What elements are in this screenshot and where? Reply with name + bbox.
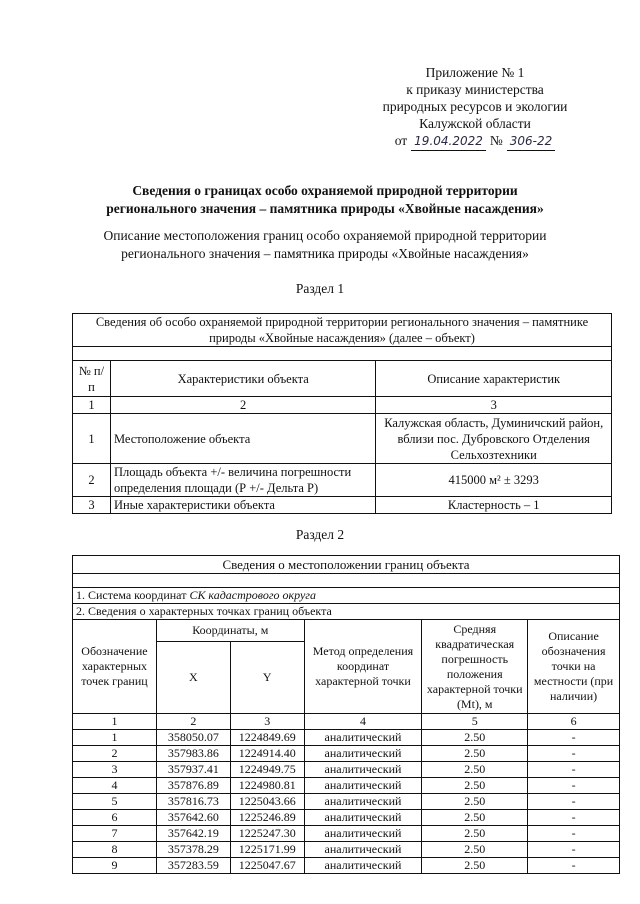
handwritten-number: 306-22 xyxy=(507,133,556,151)
point-method: аналитический xyxy=(304,730,422,746)
point-number: 2 xyxy=(73,746,157,762)
title-line-2: регионального значения – памятника природы «Хвойные насаждения» xyxy=(106,201,544,216)
point-method: аналитический xyxy=(304,826,422,842)
row-num: 2 xyxy=(73,464,111,497)
point-method: аналитический xyxy=(304,778,422,794)
row-description: Калужская область, Думиничский район, вблизи пос. Дубровского Отделения Сельхозтехники xyxy=(376,414,612,464)
row-description: Кластерность – 1 xyxy=(376,497,612,514)
point-error: 2.50 xyxy=(422,858,528,874)
point-error: 2.50 xyxy=(422,810,528,826)
table-row xyxy=(73,730,620,746)
row-characteristic: Иные характеристики объекта xyxy=(110,497,375,514)
row-description: 415000 м² ± 3293 xyxy=(376,464,612,497)
order-date-number xyxy=(370,132,580,151)
col-index-2: 2 xyxy=(156,714,230,730)
col-header-y: Y xyxy=(230,642,304,714)
point-method: аналитический xyxy=(304,842,422,858)
object-info-table xyxy=(72,313,612,514)
appendix-line-4: Калужской области xyxy=(419,116,531,131)
col-index-1: 1 xyxy=(73,714,157,730)
point-mark: - xyxy=(528,858,620,874)
table-row xyxy=(73,810,620,826)
point-number: 8 xyxy=(73,842,157,858)
date-prefix: от xyxy=(394,133,408,148)
col-header-point: Обозначение характерных точек границ xyxy=(73,620,157,714)
point-number: 6 xyxy=(73,810,157,826)
point-x: 357642.19 xyxy=(156,826,230,842)
point-x: 357642.60 xyxy=(156,810,230,826)
coord-system-value: СК кадастрового округа xyxy=(189,588,316,602)
col-index-5: 5 xyxy=(422,714,528,730)
point-y: 1225043.66 xyxy=(230,794,304,810)
point-error: 2.50 xyxy=(422,778,528,794)
point-number: 7 xyxy=(73,826,157,842)
point-x: 357937.41 xyxy=(156,762,230,778)
document-subtitle xyxy=(90,227,560,263)
point-error: 2.50 xyxy=(422,826,528,842)
point-number: 3 xyxy=(73,762,157,778)
row-num: 3 xyxy=(73,497,111,514)
point-mark: - xyxy=(528,826,620,842)
appendix-line-3: природных ресурсов и экологии xyxy=(382,99,568,114)
point-error: 2.50 xyxy=(422,730,528,746)
point-y: 1224980.81 xyxy=(230,778,304,794)
col-header-num: № п/п xyxy=(73,361,111,397)
point-x: 357876.89 xyxy=(156,778,230,794)
table-row xyxy=(73,842,620,858)
point-method: аналитический xyxy=(304,794,422,810)
table-row xyxy=(73,762,620,778)
point-y: 1225171.99 xyxy=(230,842,304,858)
col-header-description: Описание характеристик xyxy=(376,361,612,397)
point-x: 357378.29 xyxy=(156,842,230,858)
table-row xyxy=(73,414,612,464)
point-x: 358050.07 xyxy=(156,730,230,746)
title-line-1: Сведения о границах особо охраняемой природной территории xyxy=(132,183,518,198)
point-number: 9 xyxy=(73,858,157,874)
number-prefix: № xyxy=(489,133,503,148)
point-error: 2.50 xyxy=(422,762,528,778)
table-row xyxy=(73,497,612,514)
point-mark: - xyxy=(528,842,620,858)
point-error: 2.50 xyxy=(422,794,528,810)
point-method: аналитический xyxy=(304,762,422,778)
row-num: 1 xyxy=(73,414,111,464)
point-method: аналитический xyxy=(304,858,422,874)
point-y: 1224914.40 xyxy=(230,746,304,762)
col-index-3: 3 xyxy=(376,397,612,414)
col-index-2: 2 xyxy=(110,397,375,414)
point-method: аналитический xyxy=(304,746,422,762)
point-mark: - xyxy=(528,794,620,810)
document-title xyxy=(90,182,560,218)
row-characteristic: Местоположение объекта xyxy=(110,414,375,464)
col-header-method: Метод определения координат характерной точки xyxy=(304,620,422,714)
appendix-block xyxy=(370,64,580,151)
point-number: 1 xyxy=(73,730,157,746)
point-mark: - xyxy=(528,810,620,826)
point-error: 2.50 xyxy=(422,842,528,858)
coord-system-row xyxy=(73,588,620,604)
col-header-x: X xyxy=(156,642,230,714)
appendix-line-2: к приказу министерства xyxy=(406,82,544,97)
object-info-header: Сведения об особо охраняемой природной территории регионального значения – памятнике природы «Хвойные насаждения» (далее – объект) xyxy=(73,314,612,347)
point-mark: - xyxy=(528,762,620,778)
col-header-error: Средняя квадратическая погрешность положения характерной точки (Mt), м xyxy=(422,620,528,714)
table-row xyxy=(73,778,620,794)
table-row xyxy=(73,746,620,762)
col-index-6: 6 xyxy=(528,714,620,730)
point-error: 2.50 xyxy=(422,746,528,762)
table-row xyxy=(73,858,620,874)
point-x: 357283.59 xyxy=(156,858,230,874)
section-1-label: Раздел 1 xyxy=(295,281,345,296)
table-row xyxy=(73,826,620,842)
table-row xyxy=(73,794,620,810)
boundary-points-table xyxy=(72,555,620,874)
point-mark: - xyxy=(528,778,620,794)
points-section-header: 2. Сведения о характерных точках границ объекта xyxy=(73,604,620,620)
col-header-mark: Описание обозначения точки на местности (при наличии) xyxy=(528,620,620,714)
point-method: аналитический xyxy=(304,810,422,826)
col-index-3: 3 xyxy=(230,714,304,730)
handwritten-date: 19.04.2022 xyxy=(411,133,486,151)
section-2-label: Раздел 2 xyxy=(295,527,345,542)
row-characteristic: Площадь объекта +/- величина погрешности определения площади (Р +/- Дельта Р) xyxy=(110,464,375,497)
point-number: 4 xyxy=(73,778,157,794)
point-x: 357816.73 xyxy=(156,794,230,810)
spacer-row xyxy=(73,574,620,588)
col-index-4: 4 xyxy=(304,714,422,730)
point-x: 357983.86 xyxy=(156,746,230,762)
point-y: 1225247.30 xyxy=(230,826,304,842)
point-y: 1224849.69 xyxy=(230,730,304,746)
point-y: 1225047.67 xyxy=(230,858,304,874)
point-y: 1224949.75 xyxy=(230,762,304,778)
point-number: 5 xyxy=(73,794,157,810)
subtitle-line-1: Описание местоположения границ особо охраняемой природной территории xyxy=(103,228,547,243)
col-index-1: 1 xyxy=(73,397,111,414)
subtitle-line-2: регионального значения – памятника природы «Хвойные насаждения» xyxy=(121,246,529,261)
spacer-row xyxy=(73,347,612,361)
appendix-line-1: Приложение № 1 xyxy=(425,65,525,80)
coord-system-prefix: 1. Система координат xyxy=(76,588,187,602)
points-body xyxy=(73,730,620,874)
boundary-table-header: Сведения о местоположении границ объекта xyxy=(73,556,620,574)
point-mark: - xyxy=(528,746,620,762)
point-y: 1225246.89 xyxy=(230,810,304,826)
col-header-characteristics: Характеристики объекта xyxy=(110,361,375,397)
table-row xyxy=(73,464,612,497)
point-mark: - xyxy=(528,730,620,746)
col-header-coords: Координаты, м xyxy=(156,620,304,642)
